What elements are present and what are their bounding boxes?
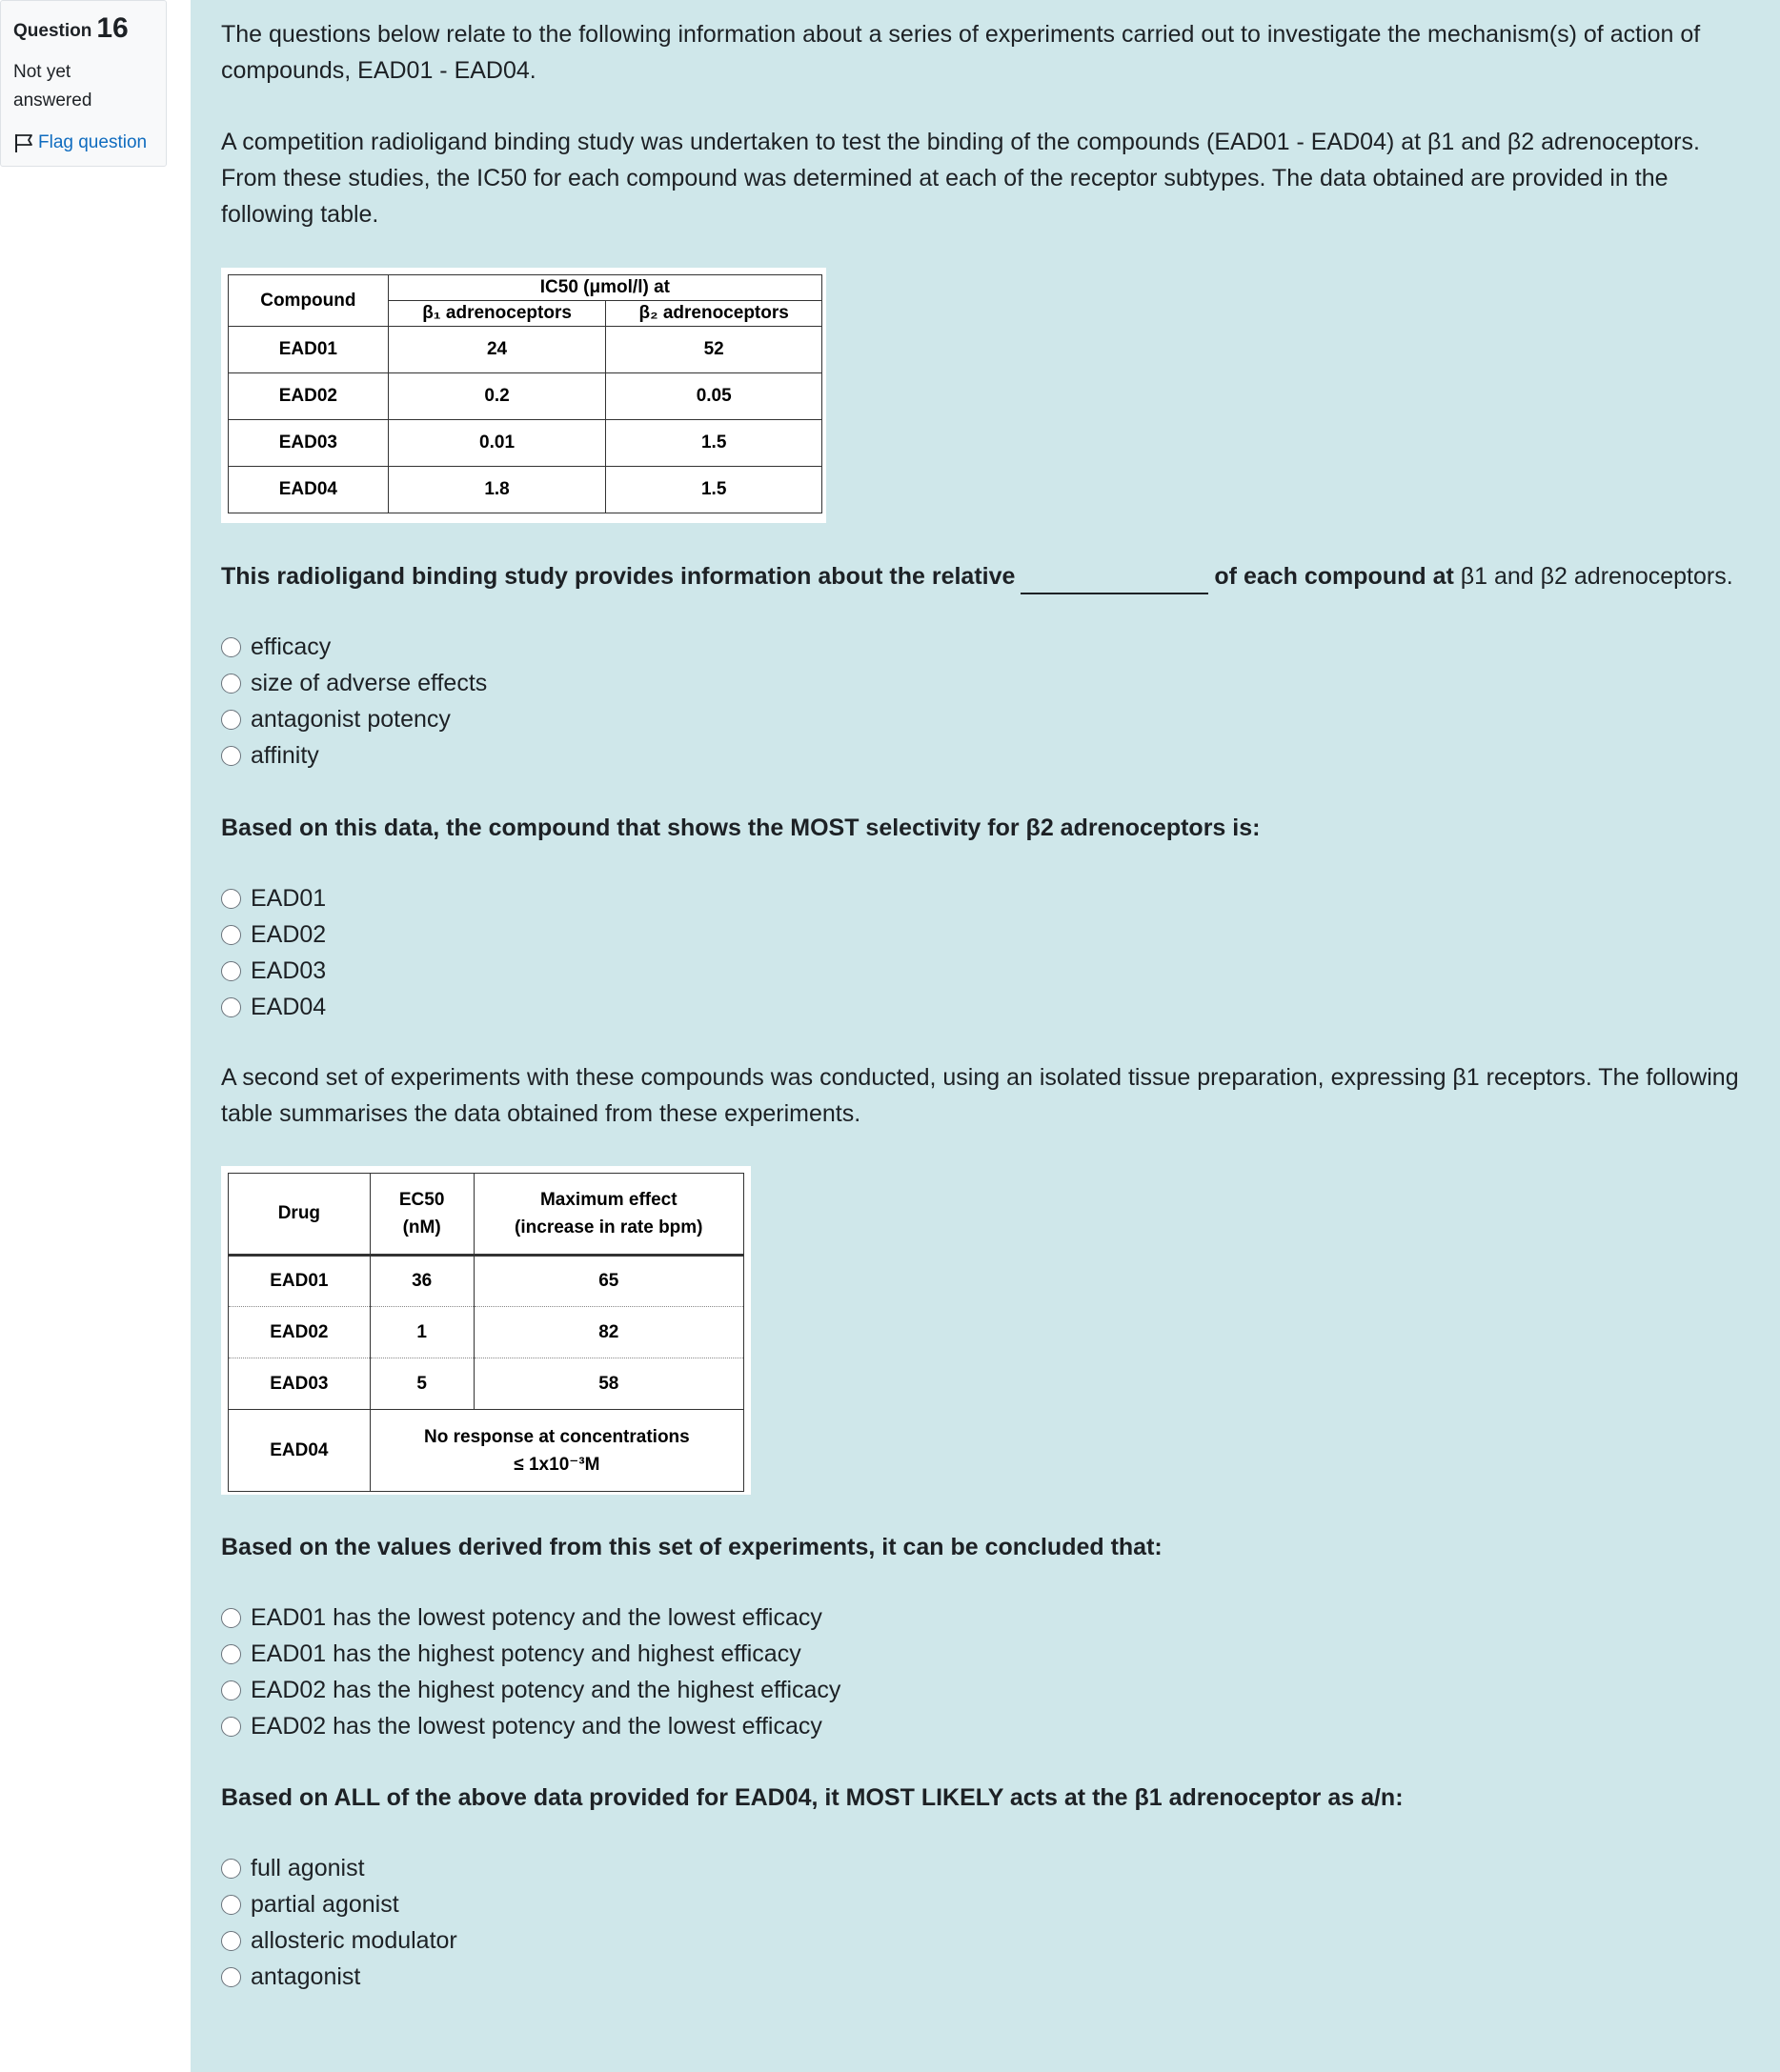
no-response-line-2: ≤ 1x10⁻³M: [514, 1454, 600, 1475]
q1-options: [221, 629, 487, 774]
ec50-table: [228, 1173, 744, 1492]
ic50-table-image: [221, 268, 826, 523]
intro-paragraph-1: The questions below relate to the following information about a series of experiments carried out to investigate the mechanism(s) of action of compounds, EAD01 - EAD04.: [221, 21, 1701, 84]
cell-no-response: [370, 1410, 743, 1492]
cell-drug: EAD02: [229, 1307, 371, 1358]
radio-button[interactable]: [221, 961, 241, 981]
q4-prompt: Based on ALL of the above data provided for EAD04, it MOST LIKELY acts at the β1 adrenoceptor as a/n:: [221, 1784, 1404, 1811]
q4-option[interactable]: [221, 1922, 457, 1959]
q2-options: [221, 880, 326, 1025]
col-drug-header: Drug: [229, 1174, 371, 1256]
table-row: [229, 373, 822, 420]
table-row: [229, 1256, 744, 1307]
cell-compound: EAD03: [229, 420, 389, 467]
radio-button[interactable]: [221, 1967, 241, 1987]
radio-button[interactable]: [221, 746, 241, 766]
q1-prompt: [221, 558, 1751, 594]
col-ic50-header: IC50 (μmol/l) at: [388, 275, 821, 301]
q1-option[interactable]: [221, 737, 487, 774]
cell-b2: 1.5: [606, 467, 822, 513]
option-label[interactable]: partial agonist: [251, 1890, 399, 1918]
cell-ec50: 36: [370, 1256, 474, 1307]
cell-b2: 52: [606, 327, 822, 373]
option-label[interactable]: EAD01 has the highest potency and highest efficacy: [251, 1639, 801, 1667]
option-label[interactable]: efficacy: [251, 633, 332, 660]
radio-button[interactable]: [221, 1608, 241, 1628]
table-row: [229, 420, 822, 467]
question-number-value: 16: [96, 12, 129, 44]
q2-option[interactable]: [221, 880, 326, 916]
q3-option[interactable]: [221, 1636, 840, 1672]
radio-button[interactable]: [221, 1859, 241, 1879]
cell-drug: EAD01: [229, 1256, 371, 1307]
option-label[interactable]: EAD01 has the lowest potency and the lowest efficacy: [251, 1603, 822, 1631]
table-row: [229, 467, 822, 513]
q3-option[interactable]: [221, 1708, 840, 1744]
radio-button[interactable]: [221, 997, 241, 1017]
q3-prompt: Based on the values derived from this set of experiments, it can be concluded that:: [221, 1534, 1163, 1560]
q3-option[interactable]: [221, 1672, 840, 1708]
q1-option[interactable]: [221, 629, 487, 665]
intro-paragraph-2: A competition radioligand binding study was undertaken to test the binding of the compounds (EAD01 - EAD04) at β1 and β2 adrenoceptors. From these studies, the IC50 for each compound was determined at each of the receptor subtypes. The data obtained are provided in the following table.: [221, 129, 1700, 228]
q3-option[interactable]: [221, 1599, 840, 1636]
q3-options: [221, 1599, 840, 1744]
cell-ec50: 5: [370, 1358, 474, 1410]
radio-button[interactable]: [221, 1644, 241, 1664]
flag-question-link[interactable]: [13, 132, 166, 153]
radio-button[interactable]: [221, 1717, 241, 1737]
state-line-1: Not yet: [13, 62, 71, 82]
max-header-line-1: Maximum effect: [539, 1190, 678, 1210]
radio-button[interactable]: [221, 1680, 241, 1700]
option-label[interactable]: size of adverse effects: [251, 669, 488, 696]
option-label[interactable]: full agonist: [251, 1854, 365, 1881]
q4-option[interactable]: [221, 1850, 457, 1886]
option-label[interactable]: EAD02 has the lowest potency and the lowest efficacy: [251, 1712, 822, 1740]
question-label: Question: [13, 21, 92, 41]
cell-ec50: 1: [370, 1307, 474, 1358]
q4-option[interactable]: [221, 1886, 457, 1922]
ec50-table-image: [221, 1166, 751, 1495]
intro-paragraph-3: A second set of experiments with these compounds was conducted, using an isolated tissue preparation, expressing β1 receptors. The following table summarises the data obtained from these experiments.: [221, 1064, 1739, 1127]
table-row: [229, 1307, 744, 1358]
flag-icon: [13, 132, 34, 153]
cell-b1: 0.2: [388, 373, 606, 420]
question-number: [13, 9, 166, 50]
flag-label[interactable]: Flag question: [38, 132, 148, 152]
cell-drug: EAD04: [229, 1410, 371, 1492]
q2-option[interactable]: [221, 916, 326, 953]
option-label[interactable]: affinity: [251, 741, 319, 769]
cell-max: 58: [474, 1358, 743, 1410]
q1-prompt-mid: of each compound at: [1214, 563, 1454, 590]
radio-button[interactable]: [221, 674, 241, 694]
option-label[interactable]: antagonist potency: [251, 705, 451, 733]
option-label[interactable]: antagonist: [251, 1962, 361, 1990]
cell-b1: 0.01: [388, 420, 606, 467]
cell-b1: 1.8: [388, 467, 606, 513]
ec50-header-line-2: (nM): [402, 1217, 441, 1237]
table-row: [229, 1358, 744, 1410]
radio-button[interactable]: [221, 925, 241, 945]
q1-prompt-end: β1 and β2 adrenoceptors.: [1460, 563, 1733, 590]
ic50-table: [228, 274, 822, 513]
cell-compound: EAD01: [229, 327, 389, 373]
option-label[interactable]: EAD02: [251, 920, 327, 948]
q2-option[interactable]: [221, 953, 326, 989]
cell-max: 82: [474, 1307, 743, 1358]
q4-option[interactable]: [221, 1959, 457, 1995]
col-b2-header: β₂ adrenoceptors: [606, 301, 822, 327]
q1-option[interactable]: [221, 665, 487, 701]
q2-prompt: Based on this data, the compound that shows the MOST selectivity for β2 adrenoceptors is:: [221, 815, 1261, 841]
radio-button[interactable]: [221, 637, 241, 657]
col-b1-header: β₁ adrenoceptors: [388, 301, 606, 327]
question-state: [13, 58, 166, 115]
radio-button[interactable]: [221, 710, 241, 730]
no-response-line-1: No response at concentrations: [424, 1426, 690, 1447]
cell-b2: 1.5: [606, 420, 822, 467]
q4-options: [221, 1850, 457, 1995]
cell-drug: EAD03: [229, 1358, 371, 1410]
option-label[interactable]: allosteric modulator: [251, 1926, 457, 1954]
cell-compound: EAD02: [229, 373, 389, 420]
cell-max: 65: [474, 1256, 743, 1307]
option-label[interactable]: EAD04: [251, 993, 327, 1020]
cell-compound: EAD04: [229, 467, 389, 513]
q2-option[interactable]: [221, 989, 326, 1025]
cell-b2: 0.05: [606, 373, 822, 420]
table-row: [229, 327, 822, 373]
max-header-line-2: (increase in rate bpm): [515, 1217, 703, 1237]
radio-button[interactable]: [221, 889, 241, 909]
option-label[interactable]: EAD01: [251, 884, 327, 912]
q1-option[interactable]: [221, 701, 487, 737]
radio-button[interactable]: [221, 1895, 241, 1915]
radio-button[interactable]: [221, 1931, 241, 1951]
question-info-panel: [0, 0, 167, 167]
option-label[interactable]: EAD02 has the highest potency and the highest efficacy: [251, 1676, 841, 1703]
col-ec50-header: [370, 1174, 474, 1256]
state-line-2: answered: [13, 91, 92, 111]
q1-blank: [1021, 568, 1208, 594]
col-max-header: [474, 1174, 743, 1256]
q1-prompt-start: This radioligand binding study provides information about the relative: [221, 563, 1016, 590]
col-compound-header: Compound: [229, 275, 389, 327]
cell-b1: 24: [388, 327, 606, 373]
ec50-header-line-1: EC50: [398, 1190, 445, 1210]
option-label[interactable]: EAD03: [251, 956, 327, 984]
question-content: [191, 0, 1780, 2072]
table-row: [229, 1410, 744, 1492]
